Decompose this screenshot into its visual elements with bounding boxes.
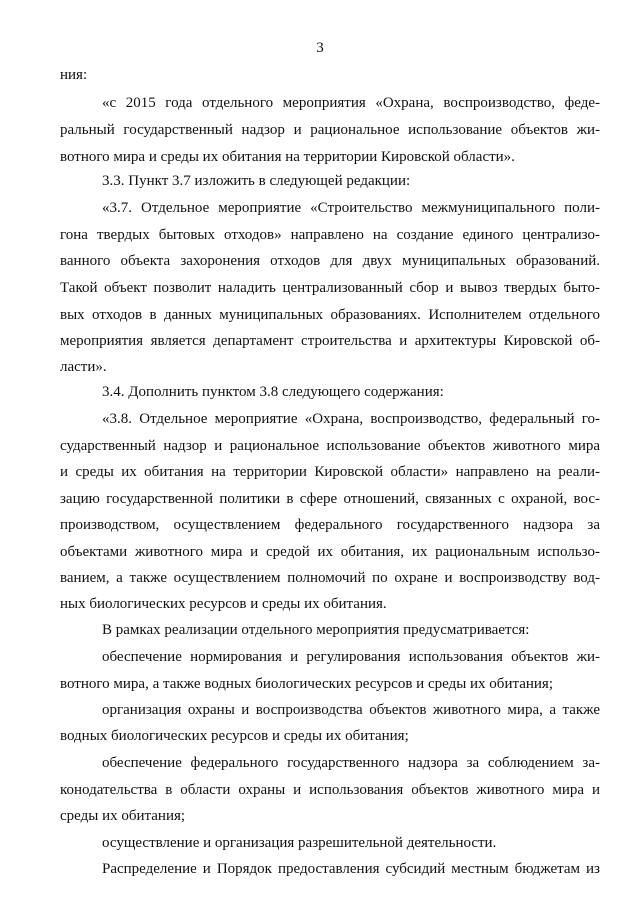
text-line: осуществление и организация разрешительной деятельности.	[102, 835, 497, 851]
text-line: среды их обитания;	[60, 808, 186, 824]
text-line: 3.4. Дополнить пунктом 3.8 следующего содержания:	[102, 384, 444, 400]
text-line: 3.3. Пункт 3.7 изложить в следующей редакции:	[102, 173, 411, 189]
text-line: «3.7. Отдельное мероприятие «Строительство межмуниципального поли-	[102, 200, 600, 216]
page-number: 3	[316, 40, 324, 56]
text-line: вотного мира и среды их обитания на территории Кировской области».	[60, 149, 515, 165]
text-line: конодательства в области охраны и использования объектов животного мира и	[60, 782, 600, 798]
text-line: ния:	[60, 67, 88, 83]
text-line: обеспечение федерального государственного надзора за соблюдением за-	[102, 755, 600, 771]
text-line: ных биологических ресурсов и среды их обитания.	[60, 596, 387, 612]
text-line: ванного объекта захоронения отходов для двух муниципальных образований.	[60, 253, 600, 269]
text-line: В рамках реализации отдельного мероприятия предусматривается:	[102, 622, 530, 638]
text-line: вотного мира, а также водных биологических ресурсов и среды их обитания;	[60, 676, 553, 692]
text-line: «3.8. Отдельное мероприятие «Охрана, воспроизводство, федеральный го-	[102, 411, 600, 427]
text-line: обеспечение нормирования и регулирования использования объектов жи-	[102, 649, 600, 665]
text-line: водных биологических ресурсов и среды их обитания;	[60, 728, 409, 744]
text-line: сударственный надзор и рациональное использование объектов животного мира	[60, 438, 600, 454]
text-line: ванием, а также осуществлением полномочий по охране и воспроизводству вод-	[60, 570, 600, 586]
text-line: объектами животного мира и средой их обитания, их рациональным использо-	[60, 544, 600, 560]
text-line: организация охраны и воспроизводства объектов животного мира, а также	[102, 702, 600, 718]
text-line: зацию государственной политики в сфере отношений, связанных с охраной, вос-	[60, 491, 600, 507]
text-line: Распределение и Порядок предоставления субсидий местным бюджетам из	[102, 861, 600, 877]
text-line: «с 2015 года отдельного мероприятия «Охрана, воспроизводство, феде-	[102, 95, 600, 111]
text-line: вых отходов в данных муниципальных образованиях. Исполнителем отдельного	[60, 307, 600, 323]
text-line: мероприятия является департамент строительства и архитектуры Кировской об-	[60, 333, 600, 349]
text-line: производством, осуществлением федерального государственного надзора за	[60, 517, 600, 533]
text-line: Такой объект позволит наладить централизованный сбор и вывоз твердых быто-	[60, 280, 600, 296]
text-line: ласти».	[60, 359, 107, 375]
text-line: гона твердых бытовых отходов» направлено на создание единого централизо-	[60, 227, 600, 243]
text-line: ральный государственный надзор и рациональное использование объектов жи-	[60, 122, 600, 138]
text-line: и среды их обитания на территории Кировской области» направлено на реали-	[60, 464, 600, 480]
